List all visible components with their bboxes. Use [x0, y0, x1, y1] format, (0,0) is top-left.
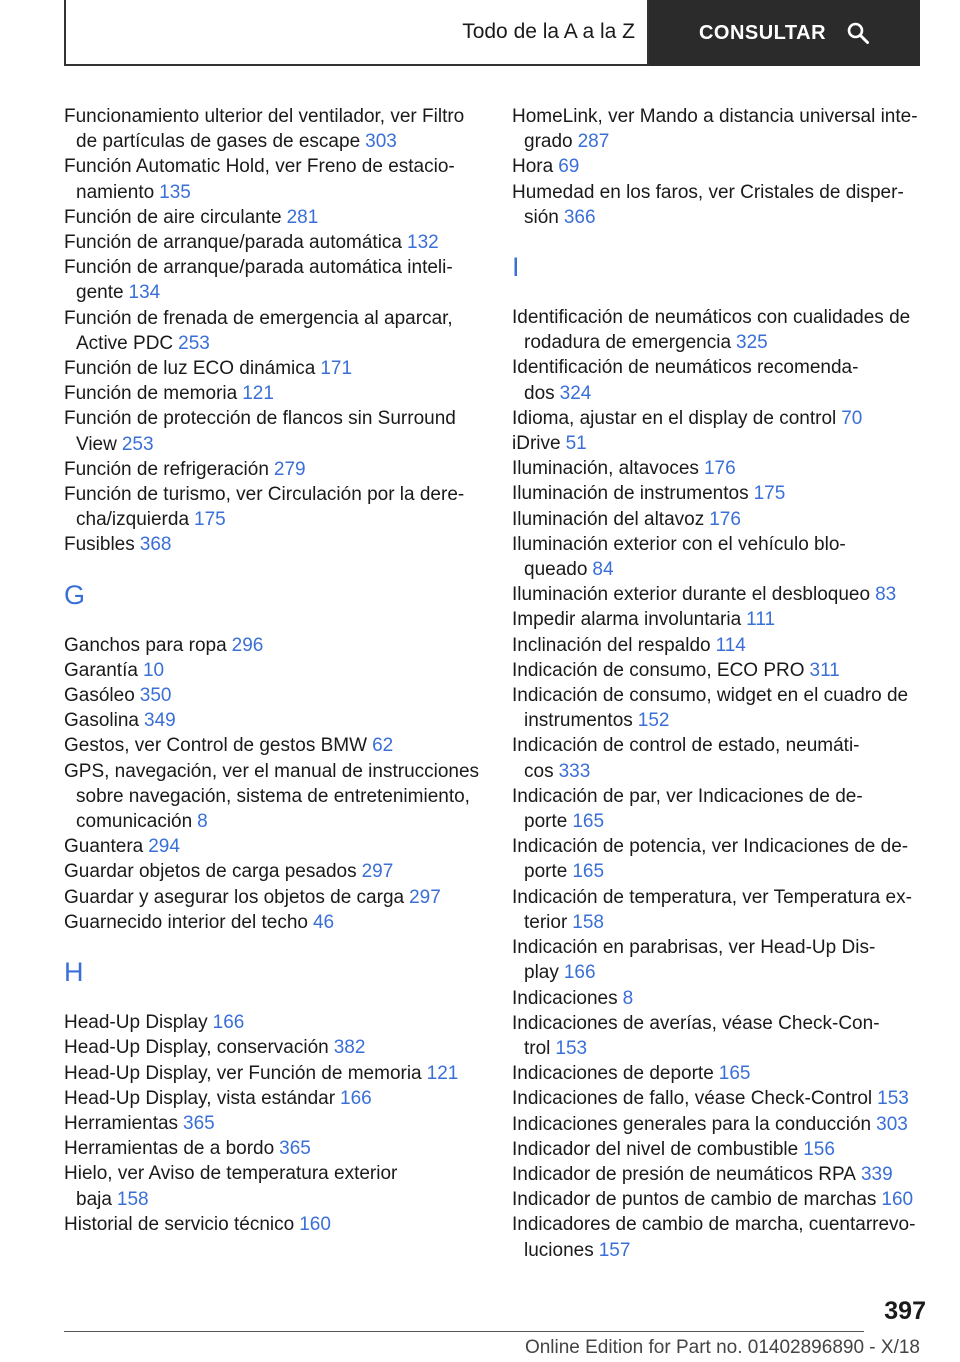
- page-link[interactable]: 69: [558, 156, 580, 178]
- page-link[interactable]: 366: [563, 206, 596, 228]
- page-link[interactable]: 165: [572, 811, 605, 833]
- page-link[interactable]: 333: [558, 760, 591, 782]
- index-entry: [64, 1035, 484, 1060]
- index-entry-text: Indicaciones generales para la conducción: [512, 1113, 872, 1135]
- index-entry-text: Indicación de consumo, widget en el cuadro de: [512, 685, 909, 707]
- tab-index-a-z[interactable]: [64, 0, 649, 66]
- page-link[interactable]: 10: [142, 659, 165, 681]
- index-entry: [64, 1212, 484, 1237]
- page-link[interactable]: 368: [139, 534, 172, 556]
- index-entry-text: Guarnecido interior del techo: [64, 911, 308, 933]
- page-link[interactable]: 297: [361, 861, 394, 883]
- index-entry: [64, 633, 484, 658]
- index-entry: [64, 306, 484, 356]
- index-entry-text: Guardar objetos de carga pesados: [64, 861, 357, 883]
- page-link[interactable]: 287: [577, 131, 610, 153]
- index-entry: [64, 1061, 484, 1086]
- index-entry-text: Gasolina: [64, 710, 139, 732]
- page-link[interactable]: 324: [559, 382, 592, 404]
- index-entry: [512, 1112, 922, 1137]
- index-column-right: [512, 104, 922, 1263]
- index-entry-text: namiento: [76, 181, 155, 203]
- footer-edition: Online Edition for Part no. 01402896890 - X/18: [524, 1337, 920, 1358]
- page-link[interactable]: 281: [286, 206, 319, 228]
- index-entry-text: Identificación de neumáticos con cualidades de: [512, 307, 911, 329]
- index-entry-text: rodadura de emergencia: [524, 332, 732, 354]
- index-entry-text: Indicación de consumo, ECO PRO: [512, 659, 805, 681]
- index-entry: [512, 481, 922, 506]
- page-link[interactable]: 8: [622, 987, 634, 1009]
- index-entry: [512, 1137, 922, 1162]
- index-entry-text: Gestos, ver Control de gestos BMW: [64, 735, 368, 757]
- index-entry-text: Indicaciones de deporte: [512, 1063, 714, 1085]
- page-link[interactable]: 253: [121, 433, 154, 455]
- index-entry: [512, 986, 922, 1011]
- page-link[interactable]: 158: [572, 911, 604, 933]
- index-entry-text: Indicador de puntos de cambio de marchas: [512, 1189, 877, 1211]
- page-link[interactable]: 134: [128, 282, 161, 304]
- page-link[interactable]: 349: [144, 710, 176, 732]
- index-entry-text: queado: [524, 559, 588, 581]
- page-link[interactable]: 160: [881, 1189, 914, 1211]
- page-link[interactable]: 365: [279, 1138, 311, 1160]
- index-entry: [64, 1136, 484, 1161]
- index-entry: [512, 582, 922, 607]
- page-link[interactable]: 157: [598, 1239, 631, 1261]
- index-entry-text: Función de memoria: [64, 383, 238, 405]
- page-link[interactable]: 166: [340, 1087, 372, 1109]
- page-link[interactable]: 121: [242, 383, 274, 405]
- index-entry: [64, 1161, 484, 1211]
- index-letter: G: [64, 579, 86, 610]
- index-entry: [512, 935, 922, 985]
- index-entry-text: View: [76, 433, 117, 455]
- index-entry: [64, 885, 484, 910]
- index-entry: [64, 255, 484, 305]
- page-link[interactable]: 8: [197, 811, 208, 833]
- index-entry-text: Herramientas de a bordo: [64, 1138, 275, 1160]
- index-entry: [512, 305, 922, 355]
- index-entry: [64, 759, 484, 835]
- index-entry: [64, 482, 484, 532]
- index-entry-text: cos: [524, 760, 554, 782]
- index-entry: [64, 406, 484, 456]
- page-link[interactable]: 303: [365, 131, 397, 153]
- index-entry: [512, 784, 922, 834]
- index-entry-text: play: [524, 962, 559, 984]
- index-entry-text: instrumentos: [524, 710, 633, 732]
- index-entry-text: Iluminación exterior durante el desbloqueo: [512, 584, 871, 606]
- tab-consult[interactable]: [649, 0, 920, 66]
- index-entry-text: Función de arranque/parada automática inteli-: [64, 257, 453, 279]
- index-entry-text: terior: [524, 911, 568, 933]
- index-entry-text: grado: [524, 131, 573, 153]
- index-entry-text: Función de protección de flancos sin Surround: [64, 408, 456, 430]
- index-entry-text: Hielo, ver Aviso de temperatura exterior: [64, 1163, 398, 1185]
- page-number: 397: [884, 1297, 926, 1325]
- index-entry: [64, 230, 484, 255]
- index-entry-text: Indicador de presión de neumáticos RPA: [512, 1163, 856, 1185]
- index-entry: [512, 633, 922, 658]
- index-entry: [64, 457, 484, 482]
- page-link[interactable]: 51: [565, 433, 587, 455]
- index-entry: [512, 1187, 922, 1212]
- index-entry-text: Iluminación exterior con el vehículo blo-: [512, 533, 846, 555]
- index-entry-text: Identificación de neumáticos recomenda-: [512, 357, 859, 379]
- index-entry: [64, 356, 484, 381]
- index-entry-text: HomeLink, ver Mando a distancia universal inte-: [512, 106, 918, 127]
- index-entry: [512, 658, 922, 683]
- page-link[interactable]: 111: [746, 609, 776, 631]
- index-entry-text: Indicadores de cambio de marcha, cuentarrevo-: [512, 1214, 916, 1236]
- index-entry: [512, 507, 922, 532]
- page-link[interactable]: 176: [703, 458, 736, 480]
- index-entry: [64, 683, 484, 708]
- index-entry-text: sobre navegación, sistema de entretenimiento,: [76, 785, 470, 807]
- index-entry: [512, 885, 922, 935]
- index-entry-text: Indicación de par, ver Indicaciones de de-: [512, 785, 863, 807]
- page-link[interactable]: 152: [637, 710, 670, 732]
- page-link[interactable]: 175: [194, 509, 226, 531]
- page-link[interactable]: 165: [572, 861, 605, 883]
- index-entry-text: Indicaciones de averías, véase Check-Con-: [512, 1012, 880, 1034]
- index-entry: [512, 1212, 922, 1262]
- page-link[interactable]: 294: [148, 836, 180, 858]
- page-link[interactable]: 84: [592, 559, 614, 581]
- index-entry-text: Fusibles: [64, 534, 135, 556]
- page-link[interactable]: 158: [116, 1188, 149, 1210]
- page-link[interactable]: 46: [312, 911, 335, 933]
- index-entry: [512, 355, 922, 405]
- index-column-left: [64, 104, 484, 1237]
- index-entry-text: Función de arranque/parada automática: [64, 232, 403, 254]
- index-entry-text: iDrive: [512, 433, 561, 455]
- index-entry-text: Indicaciones de fallo, véase Check-Control: [512, 1088, 873, 1110]
- index-entry-text: Iluminación del altavoz: [512, 508, 705, 530]
- page-link[interactable]: 171: [320, 358, 353, 380]
- page-link[interactable]: 166: [563, 962, 596, 984]
- index-entry-text: Indicaciones: [512, 987, 618, 1009]
- page-link[interactable]: 279: [273, 458, 306, 480]
- index-entry: [64, 708, 484, 733]
- index-entry: [64, 205, 484, 230]
- index-entry: [512, 733, 922, 783]
- page-link[interactable]: 165: [718, 1063, 751, 1085]
- search-icon: [846, 21, 870, 45]
- index-entry-text: cha/izquierda: [76, 509, 190, 531]
- index-entry-text: Indicador del nivel de combustible: [512, 1138, 799, 1160]
- page-link[interactable]: 121: [426, 1062, 459, 1084]
- index-entry-text: Garantía: [64, 659, 138, 681]
- index-entry: [512, 532, 922, 582]
- header: [64, 0, 920, 66]
- tab-index-label: Todo de la A a la Z: [462, 20, 635, 43]
- index-entry: [64, 859, 484, 884]
- index-entry: [512, 834, 922, 884]
- index-entry-text: Ganchos para ropa: [64, 634, 227, 656]
- page-link[interactable]: 135: [159, 181, 191, 203]
- page-link[interactable]: 132: [407, 232, 439, 254]
- index-entry-text: Iluminación de instrumentos: [512, 483, 749, 505]
- page-link[interactable]: 365: [183, 1112, 215, 1134]
- index-entry-text: trol: [524, 1037, 551, 1059]
- index-letter: H: [64, 957, 84, 988]
- page-link[interactable]: 297: [409, 886, 441, 908]
- page-link[interactable]: 62: [372, 735, 394, 757]
- index-entry: [512, 1061, 922, 1086]
- index-entry-text: Head-Up Display: [64, 1012, 208, 1034]
- index-entry-text: Idioma, ajustar en el display de control: [512, 407, 837, 429]
- page-link[interactable]: 325: [736, 332, 768, 354]
- page-link[interactable]: 382: [333, 1037, 366, 1059]
- index-entry: [512, 1162, 922, 1187]
- index-entry: [64, 834, 484, 859]
- index-entry-text: GPS, navegación, ver el manual de instrucciones: [64, 760, 480, 782]
- index-entry: [64, 733, 484, 758]
- index-entry: [64, 910, 484, 935]
- index-entry: [512, 1011, 922, 1061]
- page-link[interactable]: 114: [715, 634, 746, 656]
- index-entry-text: Head-Up Display, ver Función de memoria: [64, 1062, 422, 1084]
- index-entry-text: Guardar y asegurar los objetos de carga: [64, 886, 405, 908]
- index-entry: [512, 154, 922, 179]
- index-entry-text: Head-Up Display, vista estándar: [64, 1087, 336, 1109]
- page-link[interactable]: 153: [877, 1088, 909, 1110]
- index-entry-text: Impedir alarma involuntaria: [512, 609, 742, 631]
- index-entry-text: Función de luz ECO dinámica: [64, 358, 316, 380]
- index-entry-text: Active PDC: [76, 332, 174, 354]
- index-entry-text: Función Automatic Hold, ver Freno de estacio-: [64, 156, 455, 178]
- page-link[interactable]: 311: [809, 659, 840, 681]
- index-entry: [512, 104, 922, 154]
- index-entry: [512, 456, 922, 481]
- index-letter: I: [512, 252, 520, 283]
- index-entry-text: Herramientas: [64, 1112, 179, 1134]
- index-entry: [64, 381, 484, 406]
- index-entry: [64, 1111, 484, 1136]
- index-entry-text: Indicación de potencia, ver Indicaciones de de-: [512, 836, 909, 858]
- page-link[interactable]: 153: [555, 1037, 588, 1059]
- index-entry-text: Funcionamiento ulterior del ventilador, ver Filtro: [64, 106, 465, 127]
- page-link[interactable]: 166: [212, 1012, 245, 1034]
- index-entry-text: Inclinación del respaldo: [512, 634, 711, 656]
- page-link[interactable]: 175: [753, 483, 786, 505]
- page-link[interactable]: 253: [178, 332, 210, 354]
- footer-divider: [64, 1331, 864, 1332]
- index-entry-text: de partículas de gases de escape: [76, 131, 361, 153]
- index-entry-text: Función de refrigeración: [64, 458, 269, 480]
- index-entry: [64, 1010, 484, 1035]
- index-entry-text: Función de turismo, ver Circulación por la dere-: [64, 484, 465, 506]
- index-entry-text: comunicación: [76, 811, 193, 833]
- index-entry: [64, 532, 484, 557]
- index-entry-text: luciones: [524, 1239, 594, 1261]
- index-entry-text: Guantera: [64, 836, 144, 858]
- index-entry-text: Humedad en los faros, ver Cristales de disper-: [512, 181, 904, 203]
- index-entry-text: dos: [524, 382, 555, 404]
- index-entry-text: baja: [76, 1188, 112, 1210]
- index-entry: [512, 607, 922, 632]
- index-entry-text: porte: [524, 811, 568, 833]
- index-entry-text: sión: [524, 206, 559, 228]
- page-link[interactable]: 156: [803, 1138, 835, 1160]
- index-entry: [64, 104, 484, 154]
- page-link[interactable]: 303: [876, 1113, 908, 1135]
- page-link[interactable]: 83: [875, 584, 897, 606]
- index-entry: [512, 180, 922, 230]
- page-link[interactable]: 296: [231, 634, 264, 656]
- index-entry-text: Indicación en parabrisas, ver Head-Up Dis-: [512, 937, 876, 959]
- index-entry-text: Historial de servicio técnico: [64, 1213, 295, 1235]
- index-entry-text: Indicación de temperatura, ver Temperatura ex-: [512, 886, 912, 908]
- index-entry: [64, 1086, 484, 1111]
- index-entry-text: Indicación de control de estado, neumáti-: [512, 735, 860, 757]
- index-entry-text: Iluminación, altavoces: [512, 458, 699, 480]
- index-entry: [512, 683, 922, 733]
- page-link[interactable]: 339: [860, 1163, 893, 1185]
- index-entry-text: porte: [524, 861, 568, 883]
- page-link[interactable]: 70: [841, 407, 863, 429]
- index-entry: [512, 431, 922, 456]
- index-entry: [64, 154, 484, 204]
- index-entry: [64, 658, 484, 683]
- index-entry: [512, 406, 922, 431]
- index-entry-text: Función de aire circulante: [64, 206, 282, 228]
- index-entry-text: gente: [76, 282, 124, 304]
- tab-consult-label: CONSULTAR: [698, 21, 827, 44]
- index-entry-text: Gasóleo: [64, 685, 135, 707]
- page-link[interactable]: 160: [299, 1213, 331, 1235]
- index-entry-text: Función de frenada de emergencia al aparcar,: [64, 307, 453, 329]
- page-link[interactable]: 350: [139, 685, 172, 707]
- index-entry: [512, 1086, 922, 1111]
- index-entry-text: Hora: [512, 156, 554, 178]
- index-entry-text: Head-Up Display, conservación: [64, 1037, 329, 1059]
- page-link[interactable]: 176: [709, 508, 741, 530]
